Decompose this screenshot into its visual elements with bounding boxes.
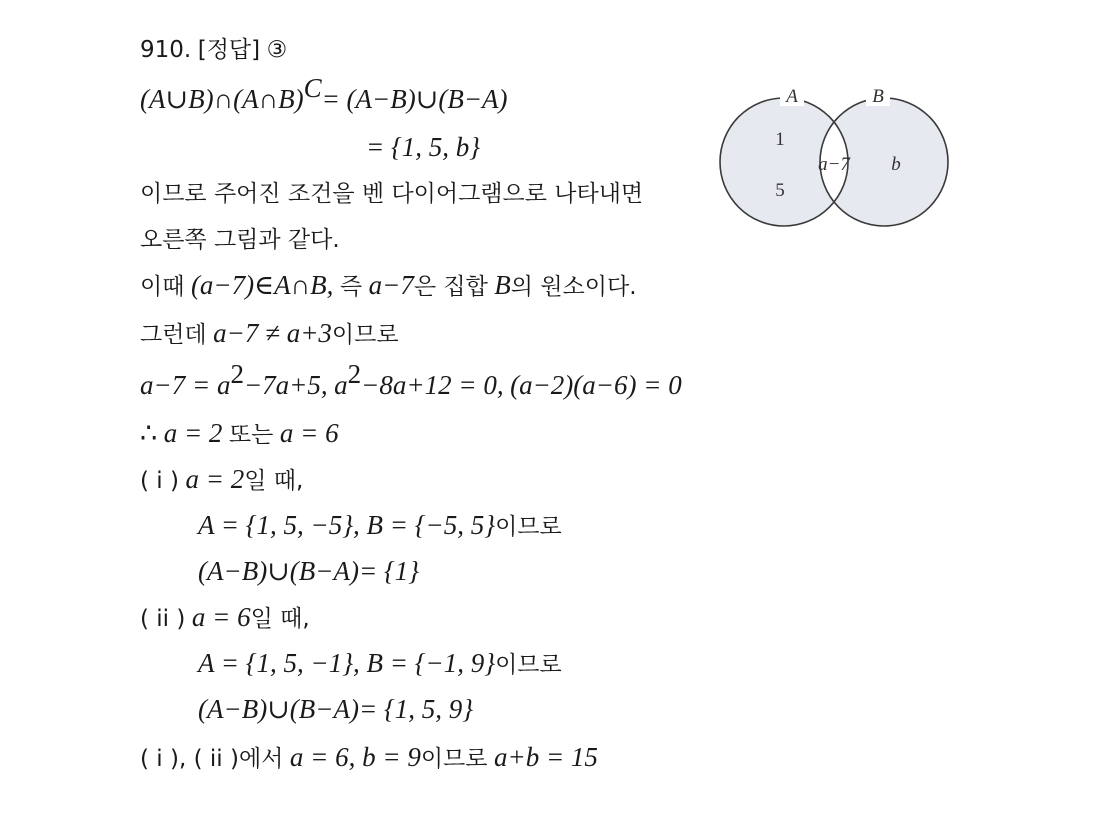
solution-line-3 <box>140 176 643 211</box>
text-suffix: 이므로 <box>331 322 399 348</box>
answer-label: [정답] <box>197 37 261 63</box>
case-2-sets-suffix: 이므로 <box>495 652 562 678</box>
case-2-set-values: A = {1, 5, −1}, B = {−1, 9} <box>198 648 496 678</box>
problem-number: 910. <box>140 37 192 63</box>
equation-factored: (a−2)(a−6) = 0 <box>510 370 682 400</box>
venn-a-only-value-1: 1 <box>775 129 785 150</box>
venn-label-a: A <box>786 86 798 107</box>
venn-b-only-value: b <box>891 154 901 175</box>
equation-part-d: −8a+12 = 0, <box>361 370 504 400</box>
therefore-symbol: ∴ <box>140 418 158 448</box>
case-1-sets-suffix: 이므로 <box>495 514 562 540</box>
case-2-header <box>140 600 310 636</box>
venn-intersection-value: a−7 <box>818 154 850 175</box>
conclusion-mid2: 이므로 <box>420 746 488 772</box>
text-mid: 즉 <box>339 274 363 300</box>
equation-part-c: a <box>334 370 348 400</box>
problem-header <box>140 32 287 67</box>
case-2-condition: a = 6 <box>191 602 251 632</box>
text-suffix: 의 원소이다. <box>510 274 637 300</box>
equation-part-b: −7a+5, <box>243 370 328 400</box>
math-a-equals-2: a = 2 <box>163 418 223 448</box>
case-1-set-values: A = {1, 5, −5}, B = {−5, 5} <box>198 510 496 540</box>
set-result: = {1, 5, b} <box>366 132 481 162</box>
case-2-result <box>198 692 473 727</box>
exponent-2: 2 <box>347 359 362 389</box>
venn-diagram <box>712 78 952 244</box>
math-inequality: a−7 ≠ a+3 <box>213 318 332 348</box>
solution-line-7 <box>140 359 682 403</box>
set-expression: (A∪B)∩(A∩B) <box>140 84 304 114</box>
solution-line-6 <box>140 316 399 352</box>
text-prefix: 이때 <box>140 274 185 300</box>
venn-label-b: B <box>872 86 884 107</box>
text-see-figure: 오른쪽 그림과 같다. <box>140 227 340 253</box>
case-1-header <box>140 462 303 498</box>
text-venn-intro: 이므로 주어진 조건을 벤 다이어그램으로 나타내면 <box>140 181 644 207</box>
math-element-of: (a−7)∈A∩B, <box>190 270 334 300</box>
math-set-b: B <box>494 270 511 300</box>
solution-line-2 <box>366 130 480 165</box>
conclusion-line <box>140 740 598 776</box>
case-2-sets <box>198 646 562 682</box>
conclusion-mid: 에서 <box>238 746 284 772</box>
text-or: 또는 <box>228 422 274 448</box>
answer-choice: ③ <box>266 37 288 63</box>
solution-line-8 <box>140 416 339 452</box>
conclusion-values: a = 6, b = 9 <box>289 742 421 772</box>
case-1-sets <box>198 508 562 544</box>
solution-line-4 <box>140 222 340 257</box>
venn-a-only-value-2: 5 <box>775 180 785 201</box>
solution-line-5 <box>140 268 637 304</box>
exponent-1: 2 <box>230 359 244 389</box>
case-1-result <box>198 554 419 589</box>
math-a-equals-6: a = 6 <box>279 418 339 448</box>
equation-part-a: a−7 = a <box>140 370 231 400</box>
math-a-minus-7: a−7 <box>368 270 414 300</box>
text-prefix: 그런데 <box>140 322 207 348</box>
case-1-condition: a = 2 <box>185 464 245 494</box>
set-expression-rhs: = (A−B)∪(B−A) <box>321 84 508 114</box>
complement-sup: C <box>303 73 322 103</box>
conclusion-labels: ( i ), ( ii ) <box>140 746 239 772</box>
case-1-result-expr: (A−B)∪(B−A)= {1} <box>198 556 420 586</box>
case-2-suffix: 일 때, <box>250 606 310 632</box>
solution-line-1 <box>140 73 508 117</box>
conclusion-sum: a+b = 15 <box>493 742 598 772</box>
case-2-label: ( ii ) <box>140 606 186 632</box>
text-mid2: 은 집합 <box>413 274 488 300</box>
case-1-suffix: 일 때, <box>244 468 304 494</box>
case-1-label: ( i ) <box>140 468 179 494</box>
case-2-result-expr: (A−B)∪(B−A)= {1, 5, 9} <box>198 694 474 724</box>
